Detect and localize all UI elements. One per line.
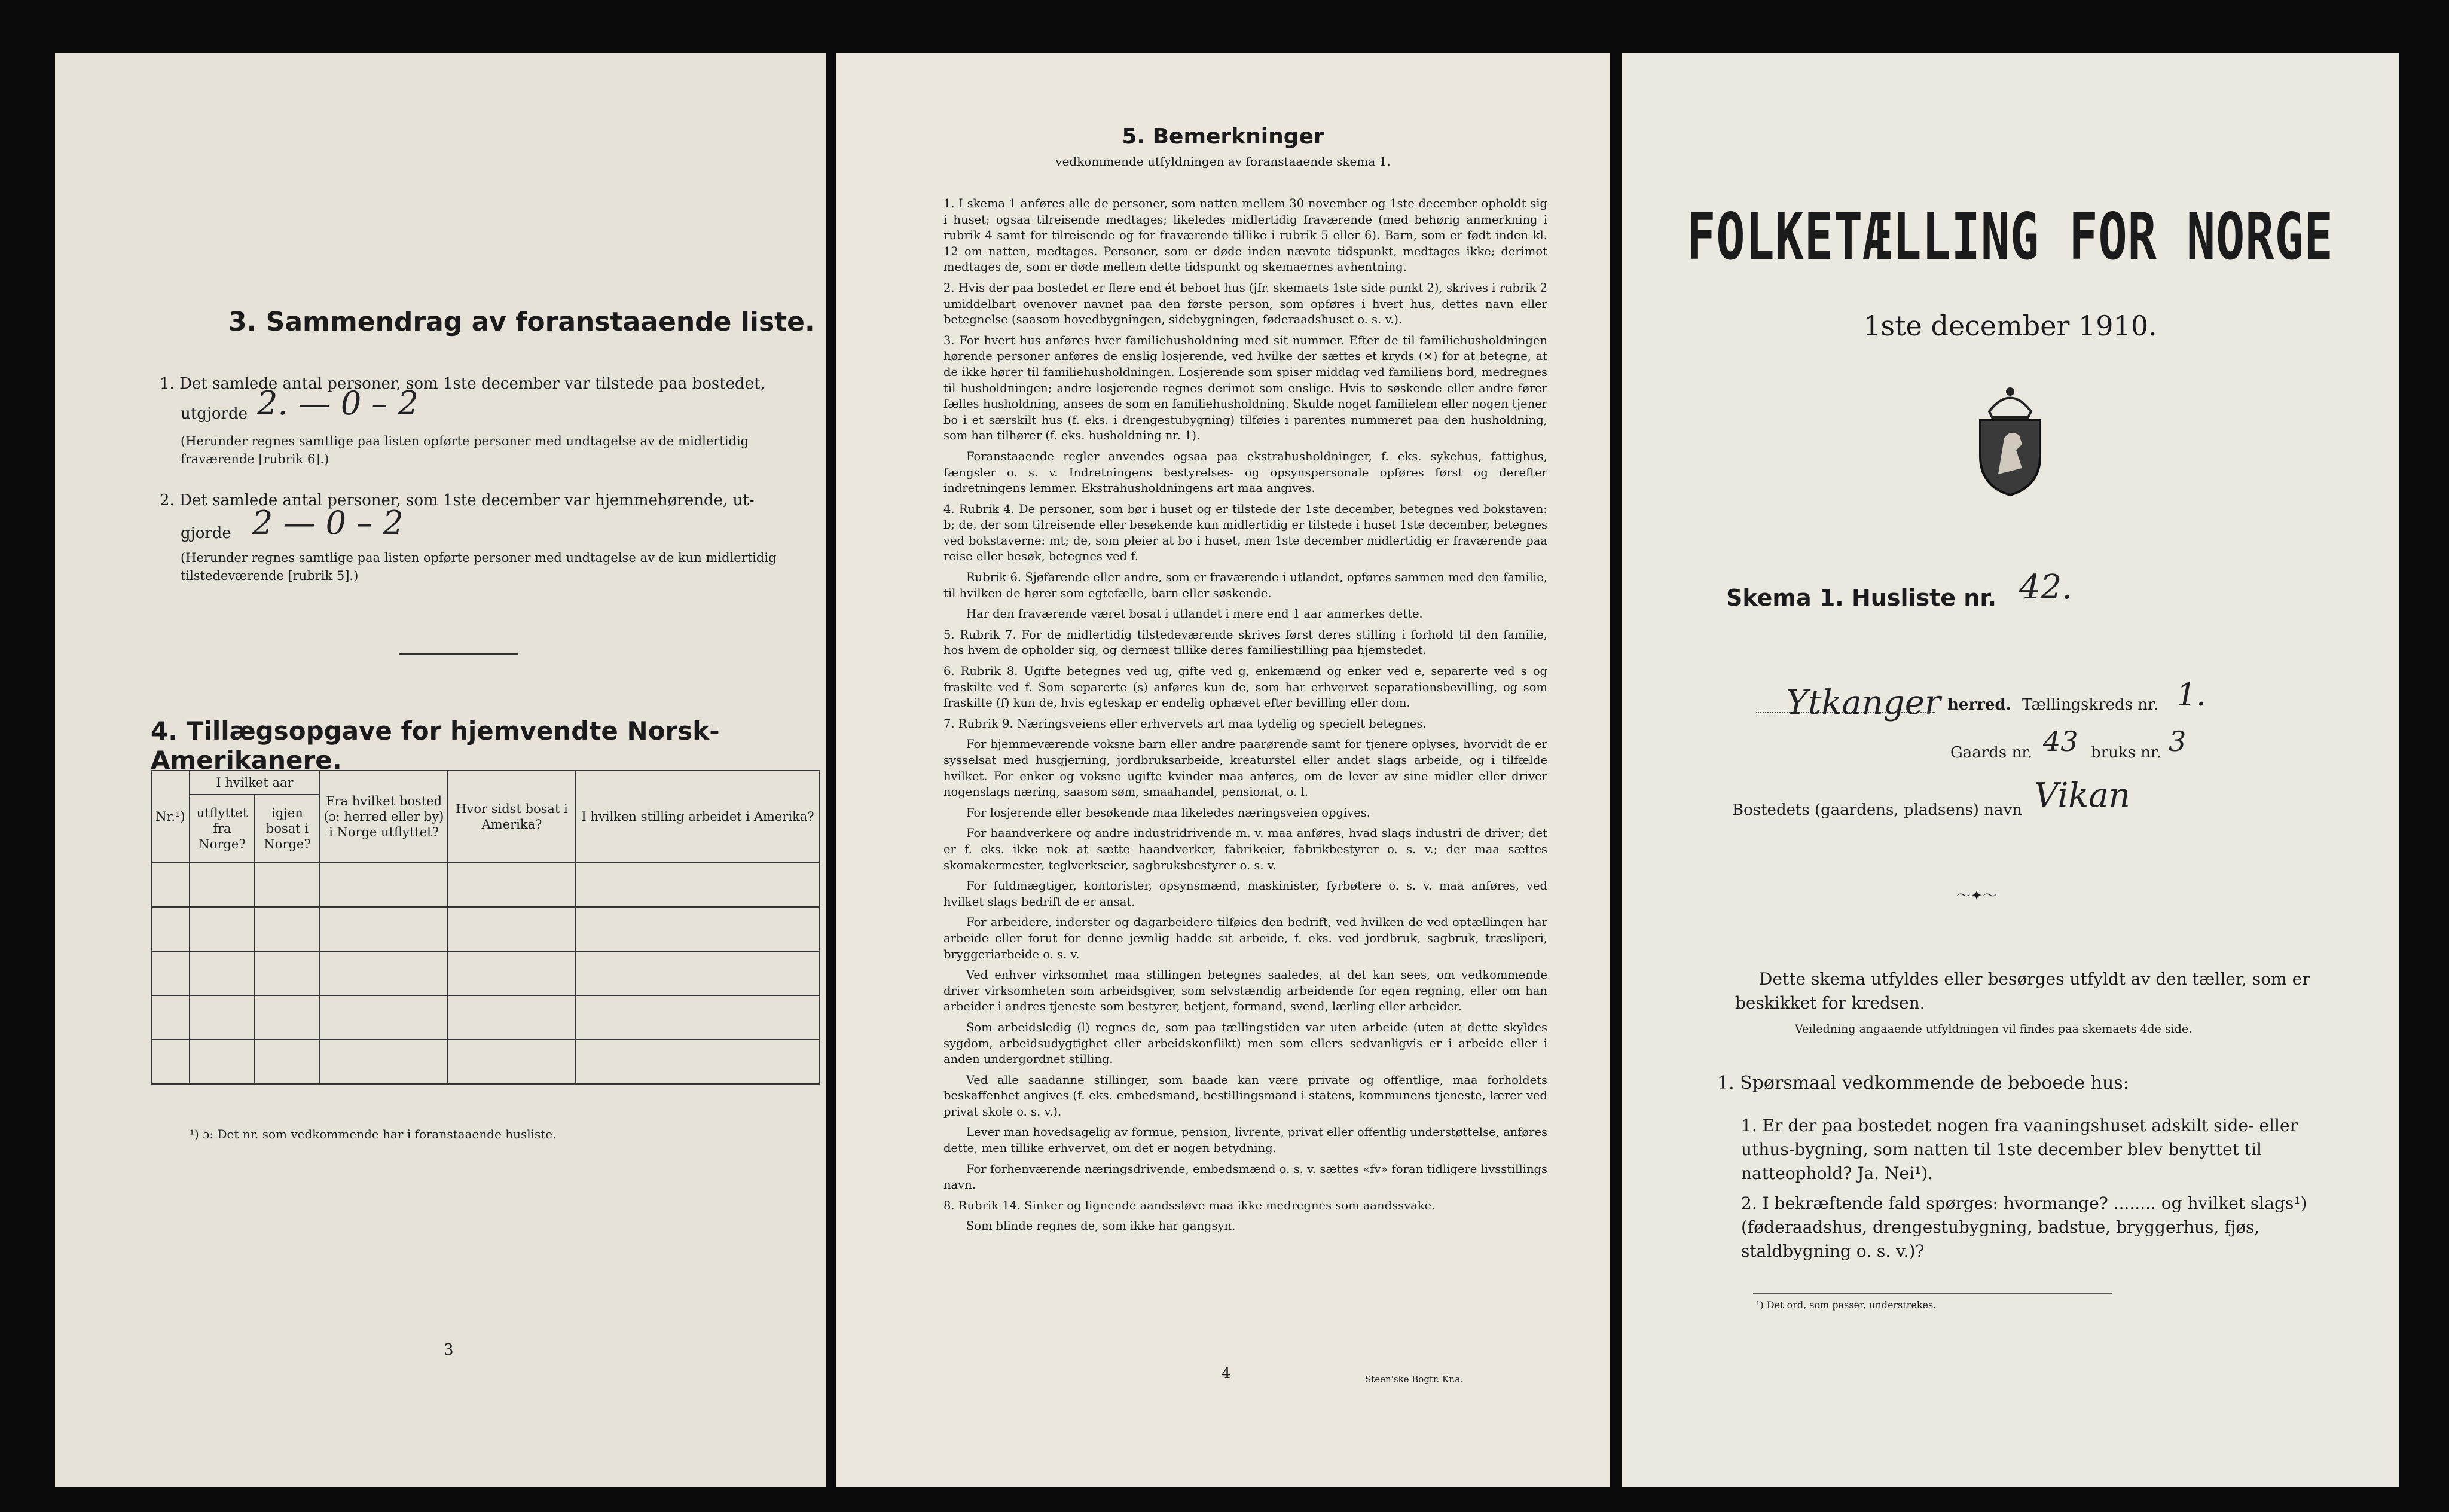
gaards-value: 43 bbox=[2043, 725, 2078, 757]
col-igjen: igjen bosat i Norge? bbox=[255, 795, 320, 863]
section3-item1-value: 2. — 0 – 2 bbox=[257, 384, 419, 422]
remark-paragraph: Har den fraværende været bosat i utlandet i mere end 1 aar anmerkes dette. bbox=[966, 607, 1423, 621]
coat-of-arms-icon bbox=[1962, 378, 2058, 498]
bemerkninger-subtitle: vedkommende utfyldningen av foranstaaende skema 1. bbox=[1055, 154, 1391, 169]
remark-paragraph: Ved enhver virksomhet maa stillingen betegnes saaledes, at det kan sees, om vedkommende driver virksomheten som arbeidsgiver, som selvstændig arbeidende for egen regning, eller om han arbeider i andres tjeneste som bestyrer, betjent, formand, svend, lærling eller arbeider. bbox=[943, 968, 1547, 1014]
remark-paragraph: Som blinde regnes de, som ikke har gangsyn. bbox=[966, 1219, 1236, 1233]
bemerkninger-body bbox=[943, 196, 1547, 1239]
q1-2: 2. I bekræftende fald spørges: hvormange? ........ og hvilket slags¹) (føderaadshus, drengestubygning, badstue, bryggerhus, fjøs, staldbygning o. s. v.)? bbox=[1741, 1193, 2307, 1261]
remark-paragraph: Rubrik 6. Sjøfarende eller andre, som er fraværende i utlandet, opføres sammen med den familie, til hvilken de hører som egtefælle, barn eller søskende. bbox=[943, 570, 1547, 600]
bruks-value: 3 bbox=[2169, 725, 2187, 757]
census-date: 1ste december 1910. bbox=[1863, 310, 2157, 342]
remark-paragraph: 1. I skema 1 anføres alle de personer, som natten mellem 30 november og 1ste december opholdt sig i huset; ogsaa tilreisende medtages; likeledes midlertidig fraværende (med behørig anmerkning i rubrik 4 samt for tilreisende og for fraværende tillike i rubrik 5 eller 6). Barn, som er født inden kl. 12 om natten, medtages. Personer, som er døde inden nævnte tidspunkt, medtages ikke; derimot medtages de, som er døde mellem dette tidspunkt og skemaernes avhentning. bbox=[943, 197, 1547, 274]
remark-paragraph: Som arbeidsledig (l) regnes de, som paa tællingstiden var uten arbeide (uten at dette skyldes sygdom, arbeidsudygtighet eller arbeidskonflikt) men som ellers sedvanligvis er i arbeide eller i anden undergordnet stilling. bbox=[943, 1020, 1547, 1067]
page-4 bbox=[836, 53, 1610, 1487]
table-row bbox=[151, 1040, 820, 1084]
table-row bbox=[151, 951, 820, 995]
husliste-nr-value: 42. bbox=[2019, 568, 2073, 607]
kreds-value: 1. bbox=[2176, 677, 2206, 713]
remark-paragraph: 8. Rubrik 14. Sinker og lignende aandssløve maa ikke medregnes som aandssvake. bbox=[943, 1198, 1436, 1212]
page-number: 3 bbox=[444, 1341, 454, 1359]
remark-paragraph: Ved alle saadanne stillinger, som baade kan være private og offentlige, maa forholdets beskaffenhet angives (f. eks. embedsmand, bestillingsmand i statens, kommunens tjeneste, lærer ved privat skole o. s. v.). bbox=[943, 1073, 1547, 1119]
remark-paragraph: For hjemmeværende voksne barn eller andre paarørende samt for tjenere oplyses, hvorvidt de er sysselsat med husgjerning, jordbruksarbeide, kreaturstel eller andet slags arbeide, og i tilfælde hvilket. For enker og voksne ugifte kvinder maa anføres, om de lever av sine midler eller driver nogenslags næring, saasom søm, smaahandel, pensionat, o. l. bbox=[943, 737, 1547, 799]
table-row bbox=[151, 907, 820, 951]
col-bosted: Fra hvilket bosted (ɔ: herred eller by) i Norge utflyttet? bbox=[320, 771, 448, 863]
section4-footnote: ¹) ɔ: Det nr. som vedkommende har i foranstaaende husliste. bbox=[190, 1127, 557, 1141]
section3-item1-label: utgjorde bbox=[181, 405, 248, 423]
bosted-label: Bostedets (gaardens, pladsens) navn bbox=[1732, 801, 2022, 819]
kreds-label: Tællingskreds nr. bbox=[2022, 696, 2158, 714]
herred-value: Ytkanger bbox=[1786, 683, 1941, 722]
footnote-divider bbox=[1753, 1293, 2112, 1294]
intro-text: Dette skema utfyldes eller besørges utfyldt av den tæller, som er beskikket for kredsen. bbox=[1735, 969, 2310, 1013]
col-group: I hvilket aar bbox=[190, 771, 320, 795]
page-3 bbox=[55, 53, 826, 1487]
remark-paragraph: 6. Rubrik 8. Ugifte betegnes ved ug, gifte ved g, enkemænd og enker ved e, separerte ved s og fraskilte ved f. Som separerte (s) anføres kun de, som har erhvervet separationsbevilling, og som fraskilte (f) kun de, hvis egteskap er endelig ophævet efter bevilling eller dom. bbox=[943, 664, 1547, 710]
remark-paragraph: For forhenværende næringsdrivende, embedsmænd o. s. v. sættes «fv» foran tidligere livsstillings navn. bbox=[943, 1162, 1547, 1192]
section3-item1: 1. Det samlede antal personer, som 1ste december var tilstede paa bostedet, bbox=[160, 375, 765, 393]
section3-item2-value: 2 — 0 – 2 bbox=[252, 504, 404, 542]
section4-title: 4. Tillægsopgave for hjemvendte Norsk-Amerikanere. bbox=[151, 716, 720, 775]
norsk-amerikanere-table bbox=[151, 770, 820, 1085]
table-row bbox=[151, 863, 820, 907]
intro-note: Veiledning angaaende utfyldningen vil findes paa skemaets 4de side. bbox=[1795, 1022, 2193, 1036]
remark-paragraph: For losjerende eller besøkende maa likeledes næringsveien opgives. bbox=[966, 805, 1370, 820]
remark-paragraph: 7. Rubrik 9. Næringsveiens eller erhvervets art maa tydelig og specielt betegnes. bbox=[943, 716, 1427, 731]
bemerkninger-title: 5. Bemerkninger bbox=[1122, 124, 1324, 149]
section3-item1-note: (Herunder regnes samtlige paa listen opførte personer med undtagelse av de midlertidig fraværende [rubrik 6].) bbox=[181, 434, 749, 466]
ornament-divider: ～✦～ bbox=[1956, 887, 1998, 904]
page-number: 4 bbox=[1222, 1365, 1231, 1382]
skema-label: Skema 1. Husliste nr. bbox=[1726, 585, 1997, 611]
footnote: ¹) Det ord, som passer, understrekes. bbox=[1756, 1299, 1937, 1311]
col-utflyttet: utflyttet fra Norge? bbox=[190, 795, 255, 863]
main-title: FOLKETÆLLING FOR NORGE bbox=[1687, 199, 2334, 274]
remark-paragraph: For haandverkere og andre industridrivende m. v. maa anføres, hvad slags industri de driver; det er f. eks. ikke nok at sætte haandverker, fabrikeier, fabrikbestyrer o. s. v.; der maa sættes skomakermester, teglverkseier, sagbruksbestyrer o. s. v. bbox=[943, 826, 1547, 872]
bosted-value: Vikan bbox=[2034, 776, 2130, 815]
remark-paragraph: Lever man hovedsagelig av formue, pension, livrente, privat eller offentlig understøttelse, anføres dette, men tillike erhvervet, om det er nogen betydning. bbox=[943, 1125, 1547, 1156]
section3-item2: 2. Det samlede antal personer, som 1ste december var hjemmehørende, ut- bbox=[160, 491, 755, 509]
col-amerika: Hvor sidst bosat i Amerika? bbox=[448, 771, 576, 863]
remark-paragraph: 3. For hvert hus anføres hver familiehusholdning med sit nummer. Efter de til familiehusholdningen hørende personer anføres de enslig losjerende, ved hvilke der sættes et kryds (×) for at betegne, at de ikke hører til familiehusholdningen. Losjerende som spiser middag ved familiens bord, medregnes til husholdningen; andre losjerende regnes derimot som enslige. Hvis to søskende eller andre fører fælles husholdning, ansees de som en familiehusholdning. Skulde noget familielem eller nogen tjener bo i et særskilt hus (f. eks. i drengestubygning) tilføies i parentes nummeret paa den husholdning, som han tilhører (f. eks. husholdning nr. 1). bbox=[943, 333, 1547, 443]
gaards-label: Gaards nr. bbox=[1950, 744, 2033, 762]
section3-item2-label: gjorde bbox=[181, 524, 231, 542]
q1-title: 1. Spørsmaal vedkommende de beboede hus: bbox=[1717, 1073, 2129, 1093]
section3-title: 3. Sammendrag av foranstaaende liste. bbox=[228, 307, 815, 337]
remark-paragraph: Foranstaaende regler anvendes ogsaa paa ekstrahusholdninger, f. eks. sykehus, fattighus, fængsler o. s. v. Indretningens bestyrelses- og opsynspersonale opføres først og derefter indretningens lemmer. Ekstrahusholdningens art maa angives. bbox=[943, 449, 1547, 496]
remark-paragraph: 5. Rubrik 7. For de midlertidig tilstedeværende skrives først deres stilling i forhold til den familie, hos hvem de opholder sig, og dernæst tillike deres familiestilling paa hjemstedet. bbox=[943, 627, 1547, 658]
col-nr: Nr.¹) bbox=[151, 771, 190, 863]
section3-item2-note: (Herunder regnes samtlige paa listen opførte personer med undtagelse av de kun midlertidig tilstedeværende [rubrik 5].) bbox=[181, 551, 777, 583]
bruks-label: bruks nr. bbox=[2091, 744, 2161, 762]
q1-1: 1. Er der paa bostedet nogen fra vaaningshuset adskilt side- eller uthus-bygning, som natten til 1ste december blev benyttet til natteophold? Ja. Nei¹). bbox=[1741, 1116, 2298, 1183]
col-stilling: I hvilken stilling arbeidet i Amerika? bbox=[576, 771, 820, 863]
remark-paragraph: For fuldmægtiger, kontorister, opsynsmænd, maskinister, fyrbøtere o. s. v. maa anføres, ved hvilket slags bedrift de er ansat. bbox=[943, 879, 1547, 909]
remark-paragraph: For arbeidere, inderster og dagarbeidere tilføies den bedrift, ved hvilken de ved optællingen har arbeide eller forut for denne jevnlig hadde sit arbeide, f. eks. ved jordbruk, sagbruk, træsliperi, bryggeriarbeide o. s. v. bbox=[943, 915, 1547, 961]
table-row bbox=[151, 995, 820, 1040]
printer-mark: Steen'ske Bogtr. Kr.a. bbox=[1365, 1374, 1464, 1385]
divider bbox=[399, 653, 518, 655]
remark-paragraph: 4. Rubrik 4. De personer, som bør i huset og er tilstede der 1ste december, betegnes ved bokstaven: b; de, der som tilreisende eller besøkende kun midlertidig er tilstede i huset 1ste december, betegnes ved bokstaverne: mt; de, som pleier at bo i huset, men 1ste december midlertidig er fraværende paa reise eller besøk, betegnes ved f. bbox=[943, 502, 1547, 564]
remark-paragraph: 2. Hvis der paa bostedet er flere end ét beboet hus (jfr. skemaets 1ste side punkt 2), skrives i rubrik 2 umiddelbart ovenover navnet paa den første person, som opføres i hvert hus, dettes navn eller betegnelse (saasom hovedbygningen, sidebygningen, føderaadshuset o. s. v.). bbox=[943, 280, 1547, 327]
page-1 bbox=[1622, 53, 2399, 1487]
herred-label: herred. bbox=[1947, 696, 2011, 714]
